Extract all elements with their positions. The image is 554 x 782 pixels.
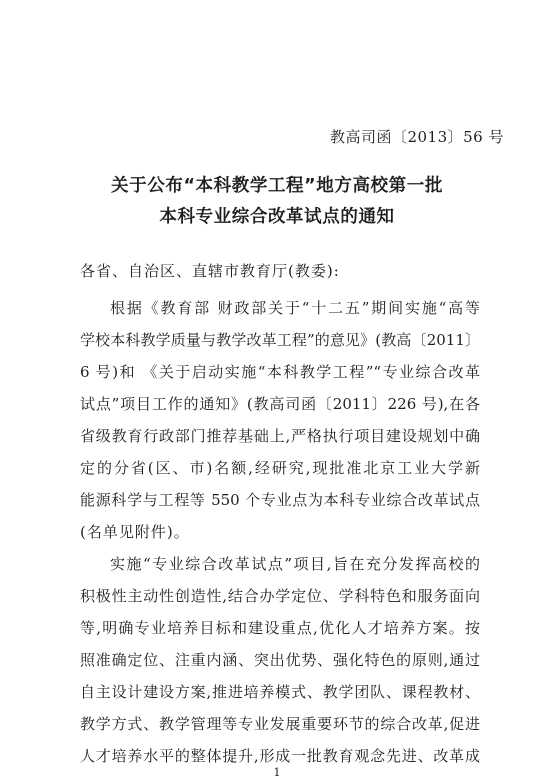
paragraph-2-line: 积极性主动性创造性,结合办学定位、学科特色和服务面向	[80, 587, 480, 605]
paragraph-1-line: (名单见附件)。	[80, 523, 190, 541]
paragraph-2-line: 人才培养水平的整体提升,形成一批教育观念先进、改革成	[80, 747, 480, 765]
paragraph-1-line: 6 号)和 《关于启动实施“本科教学工程”“专业综合改革	[80, 363, 480, 381]
paragraph-1-line: 学校本科教学质量与教学改革工程”的意见》(教高〔2011〕	[80, 331, 480, 349]
paragraph-2-line: 等,明确专业培养目标和建设重点,优化人才培养方案。按	[80, 619, 480, 637]
document-title-line-1: 关于公布“本科教学工程”地方高校第一批	[111, 176, 443, 196]
paragraph-2-line: 照准确定位、注重内涵、突出优势、强化特色的原则,通过	[80, 651, 480, 669]
salutation: 各省、自治区、直辖市教育厅(教委):	[80, 262, 340, 280]
paragraph-2-line: 实施“专业综合改革试点”项目,旨在充分发挥高校的	[110, 555, 480, 573]
paragraph-1-line: 根据《教育部 财政部关于“十二五”期间实施“高等	[110, 299, 480, 317]
paragraph-1-line: 定的分省(区、市)名额,经研究,现批准北京工业大学新	[80, 459, 480, 477]
document-number: 教高司函〔2013〕56 号	[329, 128, 504, 146]
paragraph-2-line: 自主设计建设方案,推进培养模式、教学团队、课程教材、	[80, 683, 480, 701]
paragraph-1-line: 试点”项目工作的通知》(教高司函〔2011〕226 号),在各	[80, 395, 480, 413]
paragraph-2-line: 教学方式、教学管理等专业发展重要环节的综合改革,促进	[80, 715, 480, 733]
document-title-line-2: 本科专业综合改革试点的通知	[159, 207, 395, 227]
paragraph-1-line: 省级教育行政部门推荐基础上,严格执行项目建设规划中确	[80, 427, 480, 445]
paragraph-1-line: 能源科学与工程等 550 个专业点为本科专业综合改革试点	[80, 491, 480, 509]
page-number: 1	[273, 766, 281, 779]
